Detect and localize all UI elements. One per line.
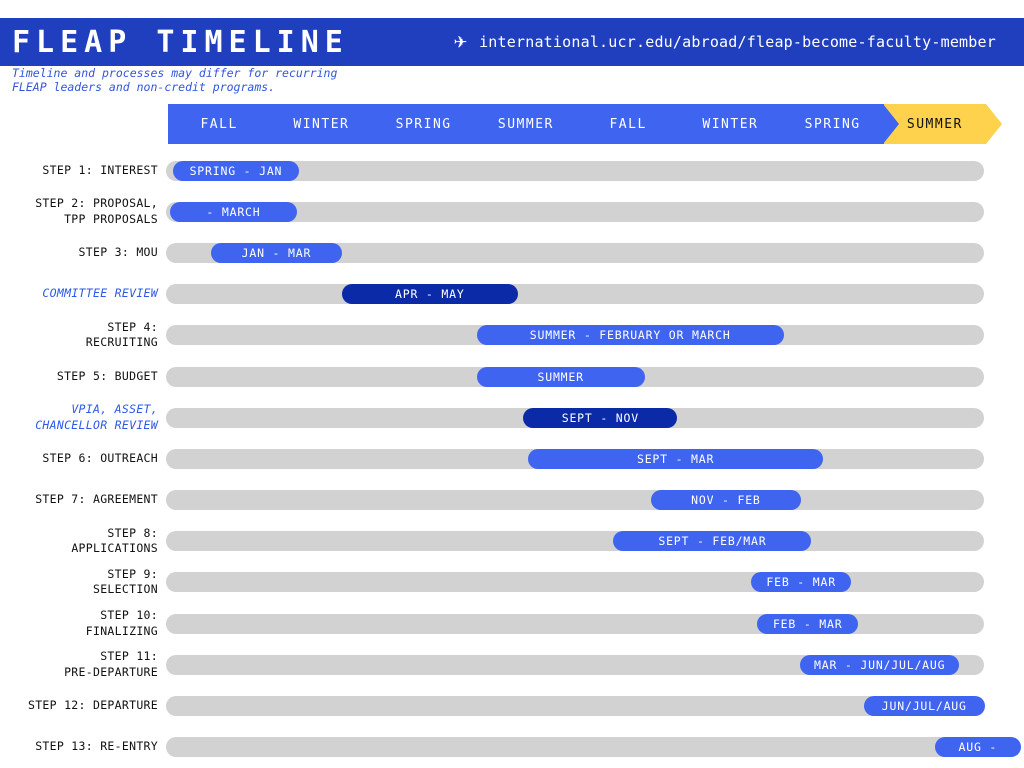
- timeline-rows: [0, 150, 1024, 768]
- row-label-line: STEP 4:: [107, 319, 158, 334]
- timeline-row: [0, 356, 1024, 397]
- timeline-row: [0, 727, 1024, 768]
- row-label-8: [0, 492, 166, 508]
- timeline-row: [0, 562, 1024, 603]
- row-bar-2[interactable]: JAN - MAR: [211, 243, 342, 263]
- timeline-row: [0, 644, 1024, 685]
- row-bar-7[interactable]: SEPT - MAR: [528, 449, 822, 469]
- season-cell-summer-7[interactable]: SUMMER: [884, 104, 986, 144]
- row-label-7: [0, 451, 166, 467]
- row-bar-12[interactable]: MAR - JUN/JUL/AUG: [800, 655, 960, 675]
- page-header: [0, 18, 1024, 66]
- row-track-2: [166, 243, 984, 263]
- row-label-line: STEP 13: RE-ENTRY: [35, 739, 158, 754]
- row-track-4: [166, 325, 984, 345]
- row-label-line: CHANCELLOR REVIEW: [35, 417, 158, 432]
- page-title: FLEAP TIMELINE: [12, 24, 349, 60]
- row-label-line: STEP 9:: [107, 566, 158, 581]
- row-label-line: STEP 10:: [100, 608, 158, 623]
- row-label-13: [0, 698, 166, 714]
- row-label-line: STEP 6: OUTREACH: [42, 451, 158, 466]
- row-label-line: PRE-DEPARTURE: [64, 664, 158, 679]
- row-label-5: [0, 369, 166, 385]
- timeline-row: [0, 397, 1024, 438]
- row-bar-6[interactable]: SEPT - NOV: [523, 408, 677, 428]
- row-bar-9[interactable]: SEPT - FEB/MAR: [613, 531, 811, 551]
- row-track-12: [166, 655, 984, 675]
- timeline-row: [0, 480, 1024, 521]
- season-cell-spring-2[interactable]: SPRING: [373, 104, 475, 144]
- season-cell-fall-4[interactable]: FALL: [577, 104, 679, 144]
- row-label-3: [0, 286, 166, 302]
- row-bar-1[interactable]: - MARCH: [170, 202, 297, 222]
- timeline-row: [0, 232, 1024, 273]
- row-track-1: [166, 202, 984, 222]
- timeline-row: [0, 191, 1024, 232]
- season-cell-winter-1[interactable]: WINTER: [270, 104, 372, 144]
- row-label-9: [0, 526, 166, 557]
- header-url[interactable]: international.ucr.edu/abroad/fleap-become-faculty-member: [479, 33, 996, 51]
- row-label-6: [0, 402, 166, 433]
- timeline-row: [0, 438, 1024, 479]
- row-label-line: STEP 5: BUDGET: [56, 368, 158, 383]
- row-label-line: TPP PROPOSALS: [64, 211, 158, 226]
- timeline-note-line1: Timeline and processes may differ for recurring: [12, 66, 338, 80]
- row-label-2: [0, 245, 166, 261]
- row-label-line: SELECTION: [92, 582, 158, 597]
- row-track-6: [166, 408, 984, 428]
- season-cell-summer-3[interactable]: SUMMER: [475, 104, 577, 144]
- row-bar-0[interactable]: SPRING - JAN: [173, 161, 300, 181]
- row-label-line: STEP 7: AGREEMENT: [35, 492, 158, 507]
- row-label-line: STEP 3: MOU: [78, 245, 158, 260]
- row-track-3: [166, 284, 984, 304]
- row-label-4: [0, 320, 166, 351]
- airplane-icon: ✈: [453, 29, 468, 54]
- row-label-line: COMMITTEE REVIEW: [42, 286, 158, 301]
- row-bar-14[interactable]: AUG -: [935, 737, 1021, 757]
- row-track-14: [166, 737, 998, 757]
- row-label-line: FINALIZING: [85, 623, 158, 638]
- row-bar-8[interactable]: NOV - FEB: [651, 490, 801, 510]
- timeline-row: [0, 521, 1024, 562]
- row-label-line: STEP 2: PROPOSAL,: [35, 196, 158, 211]
- row-track-0: [166, 161, 984, 181]
- row-track-7: [166, 449, 984, 469]
- row-label-line: VPIA, ASSET,: [71, 402, 158, 417]
- row-label-10: [0, 567, 166, 598]
- row-label-11: [0, 608, 166, 639]
- row-label-line: RECRUITING: [85, 335, 158, 350]
- row-bar-4[interactable]: SUMMER - FEBRUARY OR MARCH: [477, 325, 784, 345]
- row-track-9: [166, 531, 984, 551]
- row-bar-13[interactable]: JUN/JUL/AUG: [864, 696, 985, 716]
- row-bar-3[interactable]: APR - MAY: [342, 284, 518, 304]
- row-label-line: STEP 1: INTEREST: [42, 162, 158, 177]
- header-url-group: [454, 31, 996, 53]
- season-cell-winter-5[interactable]: WINTER: [679, 104, 781, 144]
- season-header-bar: [168, 104, 986, 144]
- timeline-row: [0, 315, 1024, 356]
- row-label-14: [0, 739, 166, 755]
- season-cell-spring-6[interactable]: SPRING: [782, 104, 884, 144]
- timeline-row: [0, 150, 1024, 191]
- row-track-8: [166, 490, 984, 510]
- season-cell-fall-0[interactable]: FALL: [168, 104, 270, 144]
- row-bar-11[interactable]: FEB - MAR: [757, 614, 858, 634]
- row-label-line: STEP 8:: [107, 525, 158, 540]
- row-label-1: [0, 196, 166, 227]
- timeline-row: [0, 274, 1024, 315]
- row-track-11: [166, 614, 984, 634]
- row-track-13: [166, 696, 984, 716]
- timeline-note: [12, 66, 342, 94]
- row-bar-10[interactable]: FEB - MAR: [751, 572, 852, 592]
- timeline-note-line2: FLEAP leaders and non-credit programs.: [12, 80, 276, 94]
- row-label-line: STEP 11:: [100, 649, 158, 664]
- row-bar-5[interactable]: SUMMER: [477, 367, 645, 387]
- row-track-10: [166, 572, 984, 592]
- timeline-row: [0, 603, 1024, 644]
- row-track-5: [166, 367, 984, 387]
- row-label-line: STEP 12: DEPARTURE: [27, 698, 158, 713]
- row-label-line: APPLICATIONS: [71, 541, 158, 556]
- row-label-12: [0, 649, 166, 680]
- timeline-row: [0, 685, 1024, 726]
- row-label-0: [0, 163, 166, 179]
